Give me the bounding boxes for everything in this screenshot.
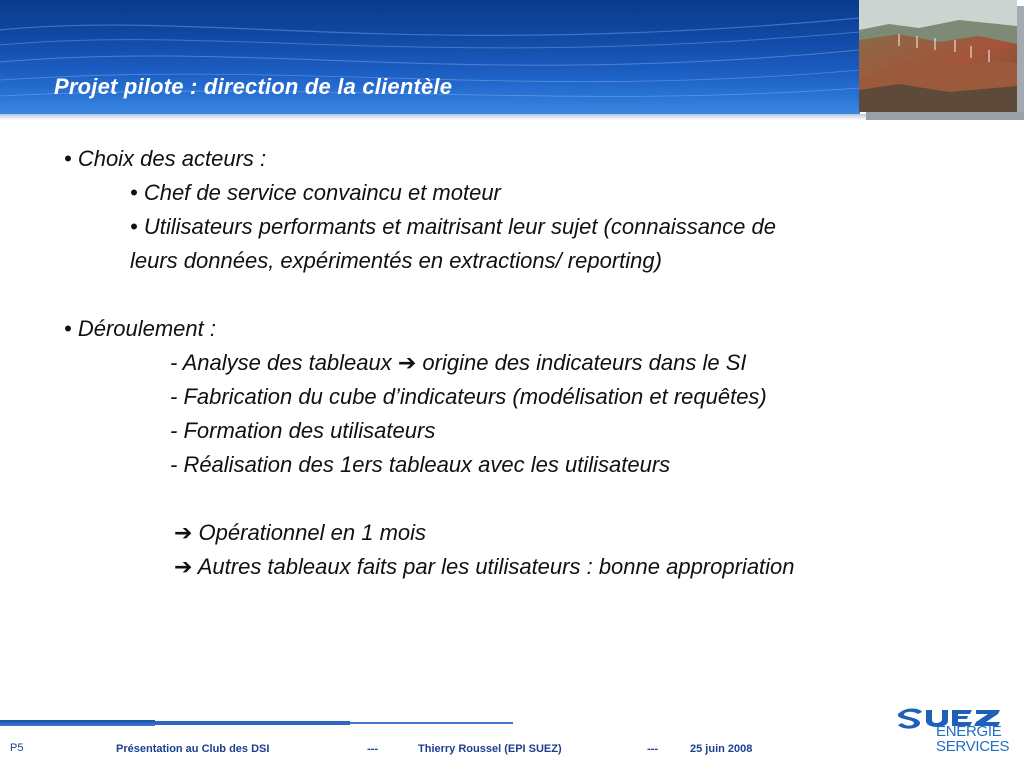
footer-rule: [350, 722, 513, 724]
step-realisation: - Réalisation des 1ers tableaux avec les utilisateurs: [170, 452, 671, 477]
footer-separator: ---: [647, 743, 658, 755]
page-title: Projet pilote : direction de la clientèle: [54, 74, 453, 99]
logo-services: SERVICES: [936, 738, 1010, 755]
arrow-right-icon: ➔: [174, 520, 193, 545]
page-number: P5: [10, 742, 24, 754]
step-analyse: [170, 350, 747, 376]
step-formation: - Formation des utilisateurs: [170, 418, 436, 443]
footer-presentation: Présentation au Club des DSI: [116, 743, 270, 755]
result-autres-tableaux: [174, 554, 795, 580]
result-autres-tableaux-text: Autres tableaux faits par les utilisateurs : bonne appropriation: [192, 554, 795, 579]
bullet-deroulement: • Déroulement :: [64, 316, 216, 341]
step-analyse-cont: origine des indicateurs dans le SI: [416, 350, 747, 375]
arrow-right-icon: ➔: [174, 554, 193, 579]
footer-separator: ---: [367, 743, 378, 755]
step-analyse-text: - Analyse des tableaux: [170, 350, 398, 375]
footer-author: Thierry Roussel (EPI SUEZ): [418, 743, 562, 755]
arrow-right-icon: ➔: [397, 350, 417, 375]
logo-energie: ENERGIE: [936, 723, 1002, 740]
sub-bullet-utilisateurs: • Utilisateurs performants et maitrisant leur sujet (connaissance de: [130, 214, 776, 239]
step-fabrication: - Fabrication du cube d’indicateurs (modélisation et requêtes): [170, 384, 767, 409]
result-operationnel-text: Opérationnel en 1 mois: [192, 520, 427, 545]
footer-date: 25 juin 2008: [690, 743, 753, 755]
result-operationnel: [174, 520, 426, 546]
sub-bullet-utilisateurs-cont: leurs données, expérimentés en extractions/ reporting): [130, 248, 662, 273]
footer-rule: [155, 721, 350, 725]
footer-rule: [0, 720, 155, 726]
bullet-choix-acteurs: • Choix des acteurs :: [64, 146, 267, 171]
sub-bullet-chef-service: • Chef de service convaincu et moteur: [130, 180, 501, 205]
